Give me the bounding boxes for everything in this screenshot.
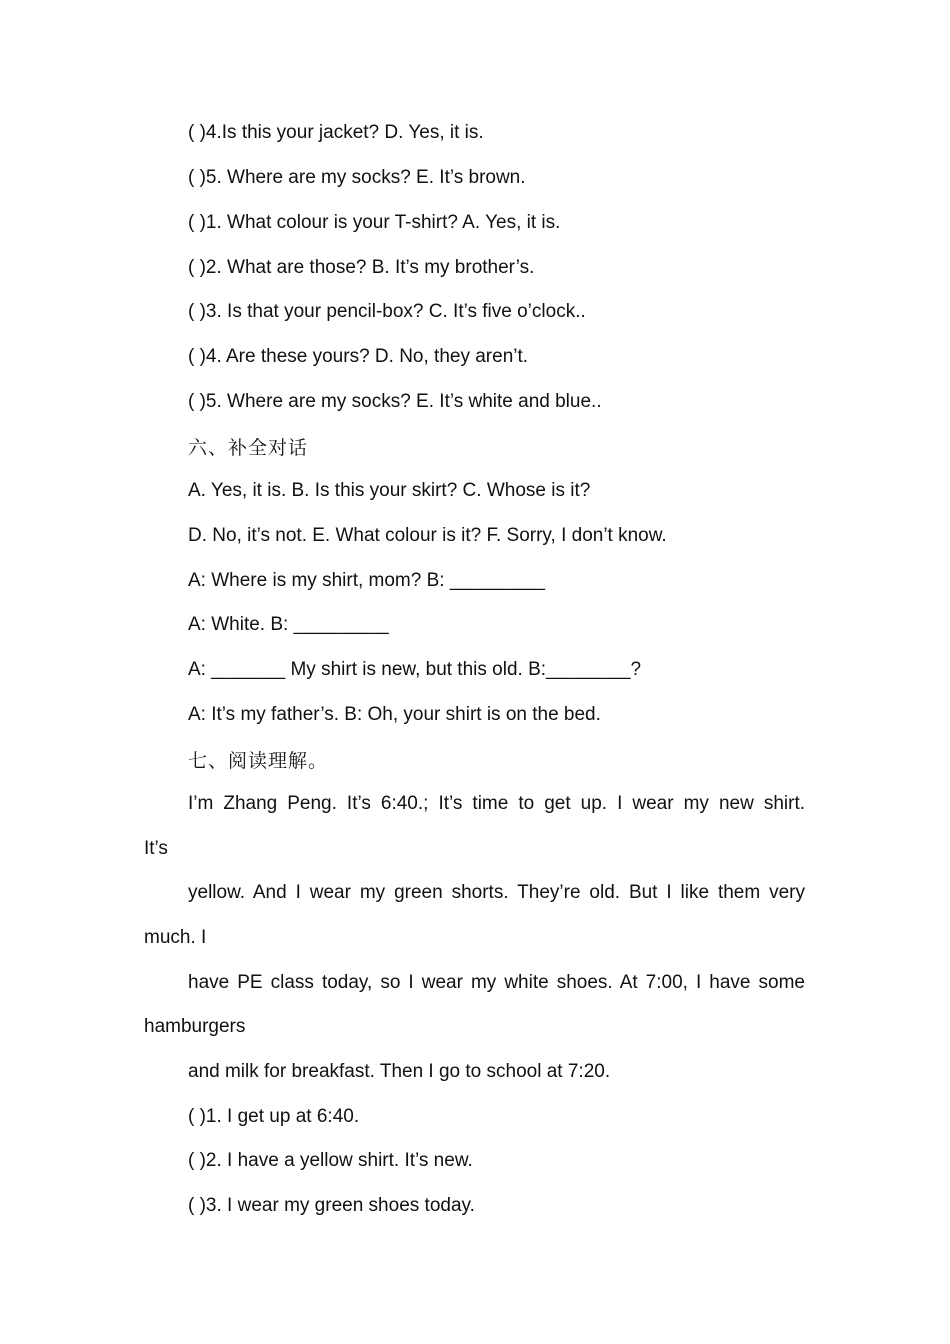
passage-line: yellow. And I wear my green shorts. They’re old. But I like them very [188, 882, 805, 903]
matching-item: ( )4. Are these yours? D. No, they aren’t. [188, 346, 529, 367]
matching-item: ( )2. What are those? B. It’s my brother’s. [188, 257, 535, 278]
passage-line: and milk for breakfast. Then I go to school at 7:20. [188, 1061, 611, 1082]
passage-line-wrap: hamburgers [144, 1016, 246, 1037]
question-item: ( )1. I get up at 6:40. [188, 1106, 360, 1127]
matching-item: ( )4.Is this your jacket? D. Yes, it is. [188, 122, 484, 143]
dialogue-line: A: White. B: _________ [188, 614, 389, 635]
matching-item: ( )5. Where are my socks? E. It’s white and blue.. [188, 391, 602, 412]
question-item: ( )3. I wear my green shoes today. [188, 1195, 475, 1216]
dialogue-option-line: D. No, it’s not. E. What colour is it? F. Sorry, I don’t know. [188, 525, 667, 546]
passage-line: I’m Zhang Peng. It’s 6:40.; It’s time to get up. I wear my new shirt. [188, 793, 805, 814]
passage-line-wrap: It’s [144, 838, 168, 859]
dialogue-option-line: A. Yes, it is. B. Is this your skirt? C. Whose is it? [188, 480, 591, 501]
dialogue-line: A: _______ My shirt is new, but this old. B:________? [188, 659, 642, 680]
section-heading: 六、补全对话 [188, 437, 309, 459]
passage-line: have PE class today, so I wear my white shoes. At 7:00, I have some [188, 972, 805, 993]
dialogue-line: A: It’s my father’s. B: Oh, your shirt is on the bed. [188, 704, 601, 725]
dialogue-line: A: Where is my shirt, mom? B: _________ [188, 570, 545, 591]
question-item: ( )2. I have a yellow shirt. It’s new. [188, 1150, 473, 1171]
matching-item: ( )3. Is that your pencil-box? C. It’s five o’clock.. [188, 301, 586, 322]
section-heading: 七、阅读理解。 [188, 750, 329, 772]
matching-item: ( )5. Where are my socks? E. It’s brown. [188, 167, 526, 188]
passage-line-wrap: much. I [144, 927, 207, 948]
matching-item: ( )1. What colour is your T-shirt? A. Yes, it is. [188, 212, 561, 233]
